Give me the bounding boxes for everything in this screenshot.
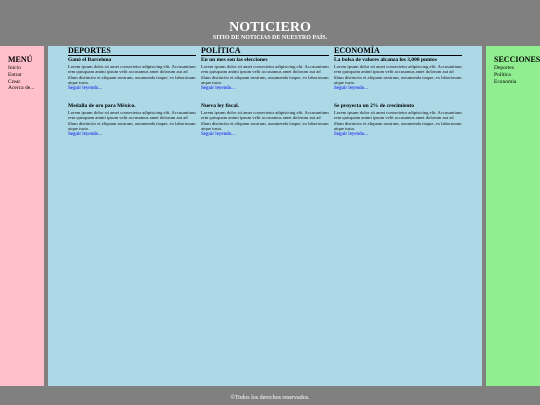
footer-text: ©Todos los derechos reservados. bbox=[230, 395, 310, 401]
section-item-deportes[interactable]: Deportes bbox=[494, 65, 514, 71]
column-deportes bbox=[68, 46, 196, 137]
article bbox=[334, 103, 462, 138]
column-heading: ECONOMÍA bbox=[334, 46, 462, 56]
article bbox=[68, 57, 196, 92]
article-body: Lorem ipsum dolor sit amet consectetur adipisicing elit. Accusantium rem quisquam animi ipsum velit accusamus amet dolorum aut ad illum distinctio et aliquam nostrum, assumenda itaque, ex laboriosam atque iusto. bbox=[201, 63, 329, 85]
article-title: Medalla de oro para México. bbox=[68, 103, 136, 109]
menu-item-entrar[interactable]: Entrar bbox=[8, 71, 22, 78]
menu-list bbox=[8, 65, 34, 92]
article-title: La bolsa de valores alcanza los 3,000 puntos bbox=[334, 57, 437, 63]
column-heading: POLÍTICA bbox=[201, 46, 329, 56]
menu-item-acerca[interactable]: Acerca de... bbox=[8, 85, 35, 92]
article-body: Lorem ipsum dolor sit amet consectetur adipisicing elit. Accusantium rem quisquam animi ipsum velit accusamus amet dolorum aut ad illum distinctio et aliquam nostrum, assumenda itaque, ex laboriosam atque iusto. bbox=[201, 109, 329, 131]
article-body: Lorem ipsum dolor sit amet consectetur adipisicing elit. Accusantium rem quisquam animi ipsum velit accusamus amet dolorum aut ad illum distinctio et aliquam nostrum, assumenda itaque, ex laboriosam atque iusto. bbox=[68, 109, 196, 131]
menu-sidebar bbox=[0, 46, 44, 386]
column-heading: DEPORTES bbox=[68, 46, 196, 56]
read-more-link[interactable]: Seguir leyendo... bbox=[334, 131, 368, 137]
article-title: En un mes son las elecciones bbox=[201, 57, 268, 63]
menu-item-crear[interactable]: Crear bbox=[8, 78, 21, 85]
site-header bbox=[0, 0, 540, 44]
read-more-link[interactable]: Seguir leyendo... bbox=[201, 131, 235, 137]
read-more-link[interactable]: Seguir leyendo... bbox=[334, 85, 368, 91]
read-more-link[interactable]: Seguir leyendo... bbox=[201, 85, 235, 91]
article-body: Lorem ipsum dolor sit amet consectetur adipisicing elit. Accusantium rem quisquam animi ipsum velit accusamus amet dolorum aut ad illum distinctio et aliquam nostrum, assumenda itaque, ex laboriosam atque iusto. bbox=[68, 63, 196, 85]
article bbox=[334, 57, 462, 92]
main-content bbox=[48, 46, 482, 386]
article bbox=[68, 103, 196, 138]
article-title: Se proyecta un 2% de crecimiento bbox=[334, 103, 414, 109]
article-body: Lorem ipsum dolor sit amet consectetur adipisicing elit. Accusantium rem quisquam animi ipsum velit accusamus amet dolorum aut ad illum distinctio et aliquam nostrum, assumenda itaque, ex laboriosam atque iusto. bbox=[334, 63, 462, 85]
section-item-economia[interactable]: Economía bbox=[494, 78, 517, 85]
menu-item-inicio[interactable]: Inicio bbox=[8, 65, 21, 71]
read-more-link[interactable]: Seguir leyendo... bbox=[68, 131, 102, 137]
column-economia bbox=[334, 46, 462, 137]
sections-list bbox=[494, 65, 516, 85]
sections-title: SECCIONES bbox=[494, 55, 540, 64]
column-politica bbox=[201, 46, 329, 137]
sections-sidebar bbox=[486, 46, 540, 386]
article bbox=[201, 57, 329, 92]
article-title: Nueva ley fiscal. bbox=[201, 103, 240, 109]
menu-title: MENÚ bbox=[8, 55, 33, 64]
section-item-politica[interactable]: Política bbox=[494, 71, 511, 78]
article-title: Ganó el Barcelona bbox=[68, 57, 112, 63]
site-subtitle: SITIO DE NOTICIAS DE NUESTRO PAÍS. bbox=[212, 35, 328, 41]
article-body: Lorem ipsum dolor sit amet consectetur adipisicing elit. Accusantium rem quisquam animi ipsum velit accusamus amet dolorum aut ad illum distinctio et aliquam nostrum, assumenda itaque, ex laboriosam atque iusto. bbox=[334, 109, 462, 131]
site-footer bbox=[0, 388, 540, 405]
article bbox=[201, 103, 329, 138]
read-more-link[interactable]: Seguir leyendo... bbox=[68, 85, 102, 91]
site-title: NOTICIERO bbox=[229, 20, 311, 35]
